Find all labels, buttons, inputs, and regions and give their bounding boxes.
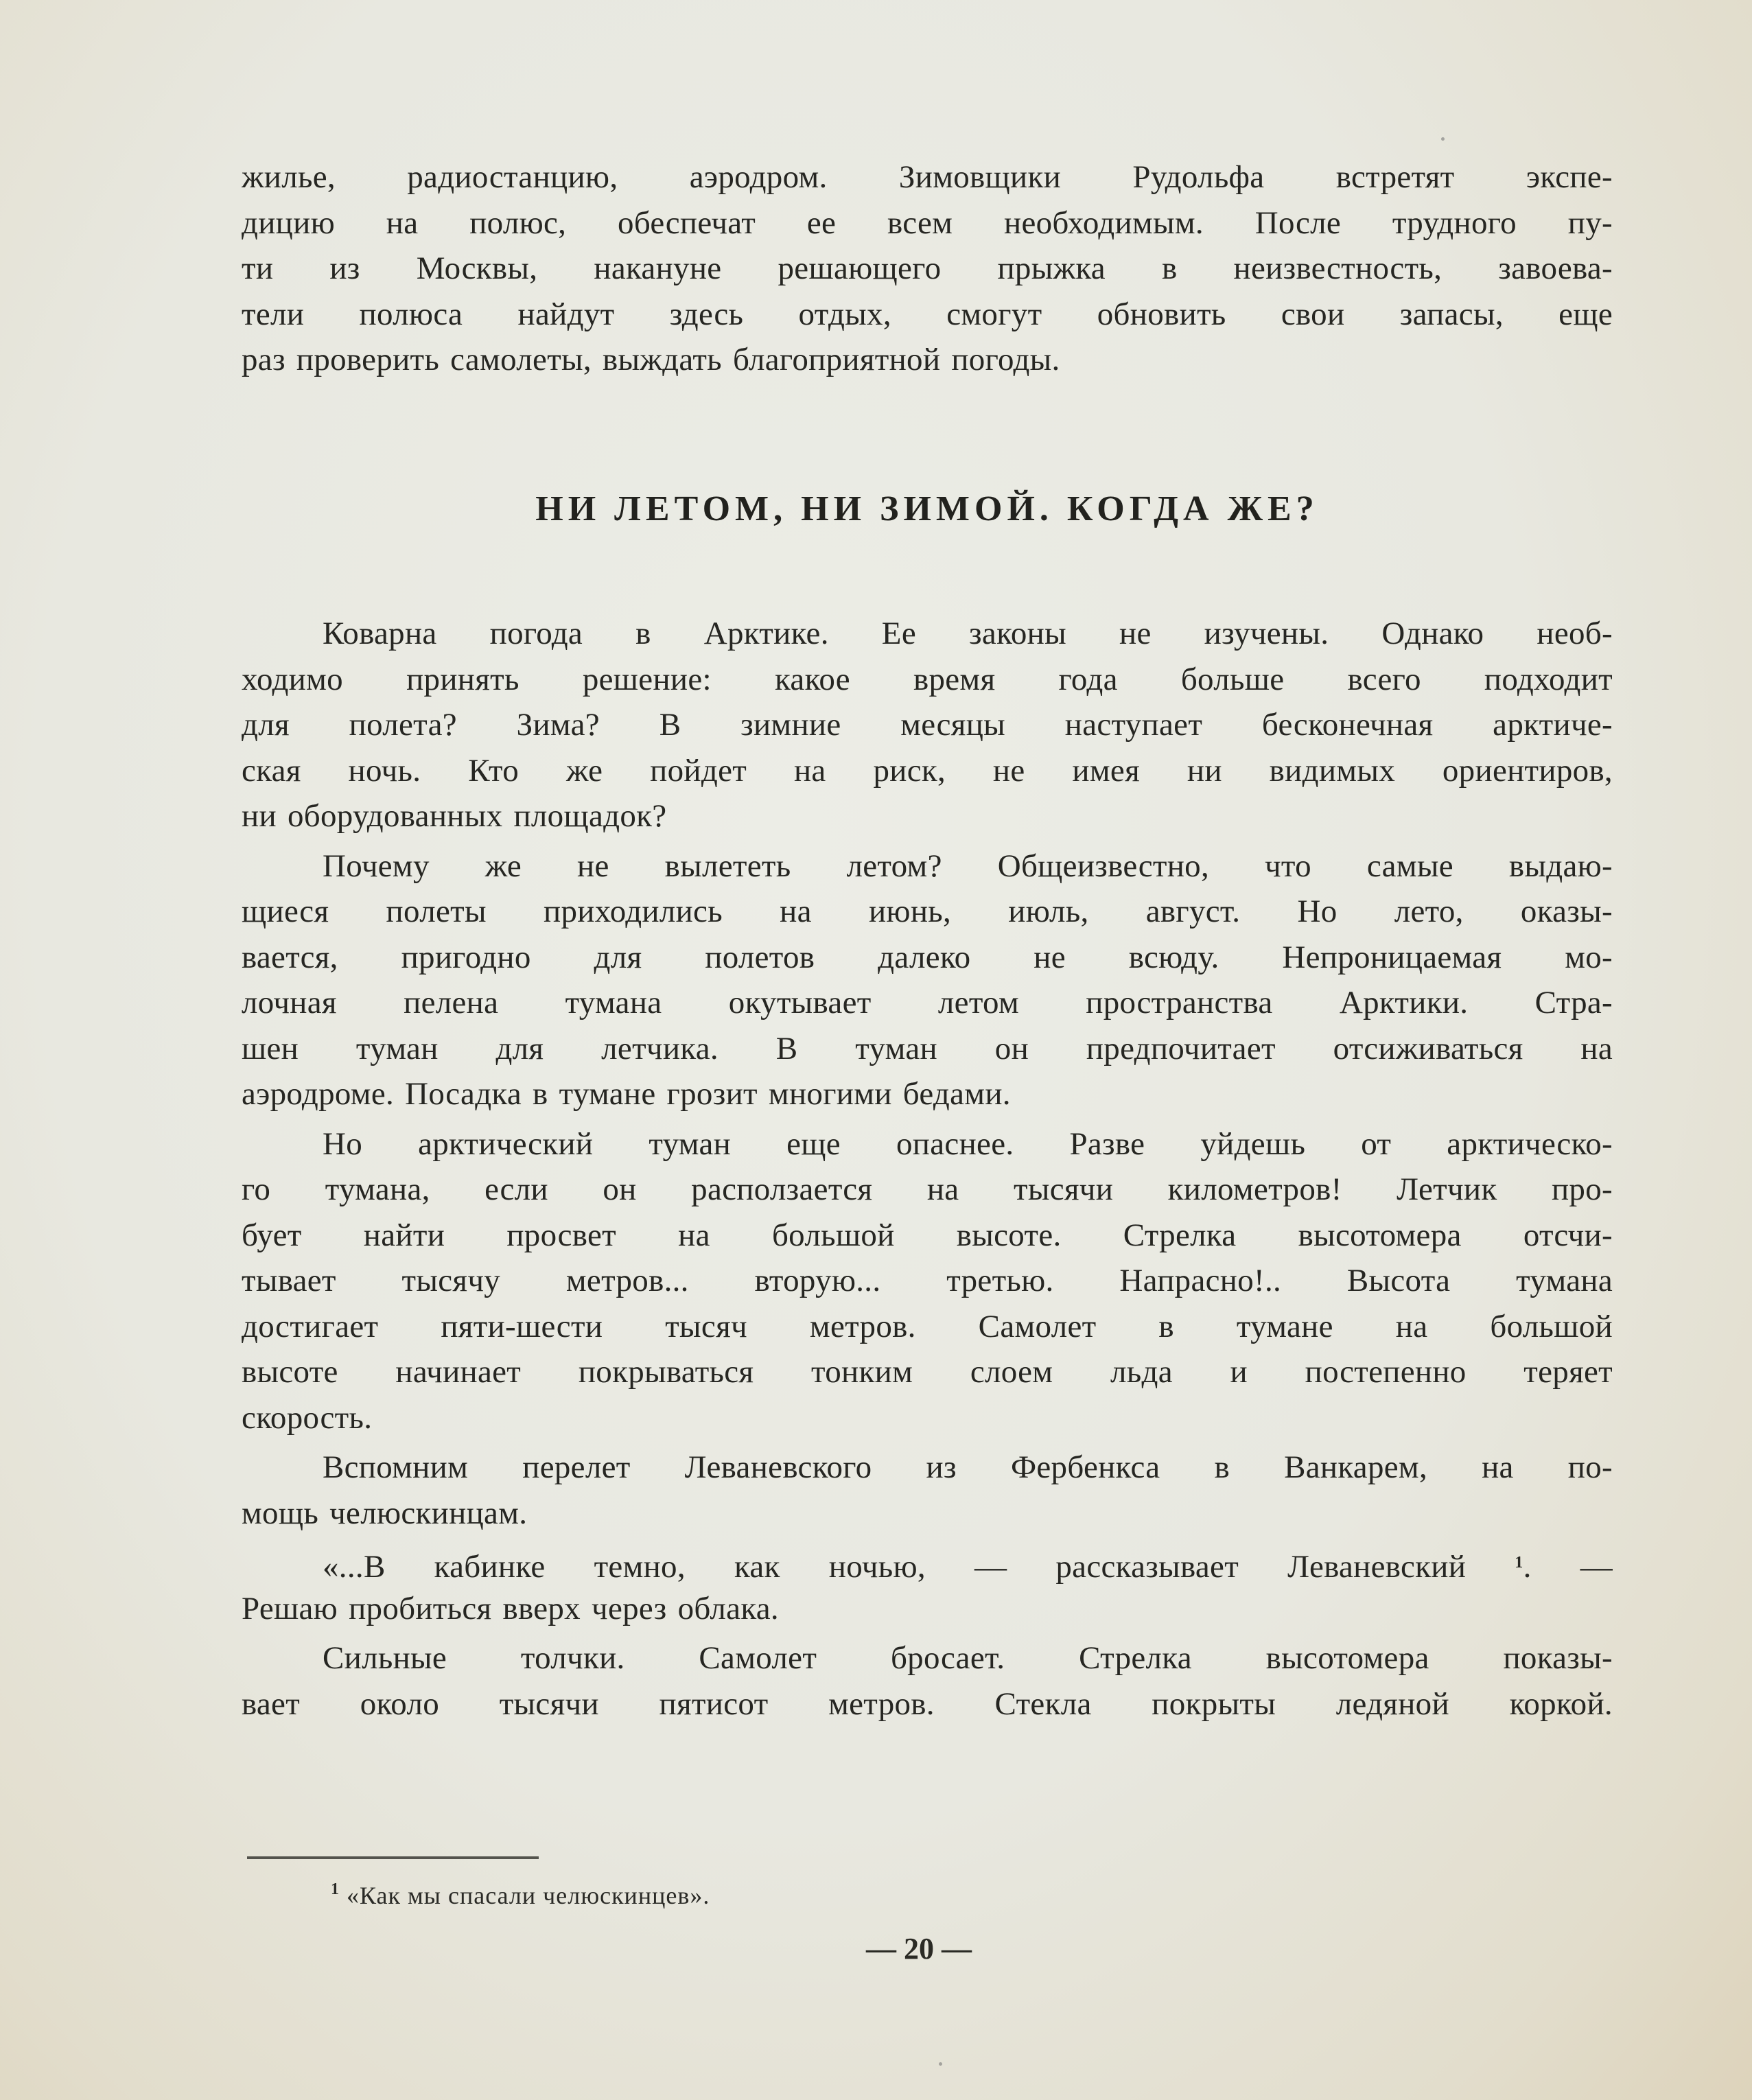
footnote-text: «Как мы спасали челюскинцев». [347,1882,710,1909]
section-heading: НИ ЛЕТОМ, НИ ЗИМОЙ. КОГДА ЖЕ? [535,489,1319,528]
footnote-divider [247,1856,539,1859]
text-line: скорость. [242,1399,373,1436]
text-line: достигает пяти-шести тысяч метров. Самолет в тумане на большой [242,1308,1613,1344]
text-line: Но арктический туман еще опаснее. Разве уйдешь от арктическо- [323,1125,1613,1162]
text-line: лочная пелена тумана окутывает летом пространства Арктики. Стра- [242,985,1613,1020]
text-line: щиеся полеты приходились на июнь, июль, август. Но лето, оказы- [242,894,1613,929]
quote-text: «...В кабинке темно, как ночью, — рассказывает Леваневский [323,1549,1467,1585]
paragraph-2 [242,843,1613,1117]
text-line: бует найти просвет на большой высоте. Стрелка высотомера отсчи- [242,1217,1613,1253]
text-line: Почему же не вылететь летом? Общеизвестно, что самые выдаю- [323,848,1613,884]
text-line: ти из Москвы, накануне решающего прыжка в неизвестность, завоева- [242,250,1613,286]
text-line: ходимо принять решение: какое время года больше всего подходит [242,661,1613,697]
paragraph-continuation [242,154,1613,383]
text-line [242,1540,1613,1586]
footnote-marker: 1 [331,1880,340,1898]
text-line: аэродроме. Посадка в тумане грозит многими бедами. [242,1076,1011,1112]
text-line: Решаю пробиться вверх через облака. [242,1590,779,1626]
paragraph-1 [242,611,1613,839]
text-line: раз проверить самолеты, выждать благоприятной погоды. [242,342,1060,377]
quote-text-end: . — [1523,1549,1613,1585]
section-body [242,611,1613,1731]
text-line: вается, пригодно для полетов далеко не всюду. Непроницаемая мо- [242,939,1613,975]
paragraph-3 [242,1121,1613,1441]
paper-speck [939,2062,942,2066]
paragraph-4 [242,1445,1613,1536]
page-number: — 20 — [866,1932,972,1965]
text-line: тывает тысячу метров... вторую... третью. Напрасно!.. Высота тумана [242,1263,1613,1298]
intro-paragraph [242,154,1613,387]
text-line: Сильные толчки. Самолет бросает. Стрелка высотомера показы- [323,1640,1613,1676]
text-line: Вспомним перелет Леваневского из Фербенкса в Ванкарем, на по- [323,1449,1613,1485]
text-line: Коварна погода в Арктике. Ее законы не изучены. Однако необ- [323,616,1613,651]
paragraph-6 [242,1635,1613,1727]
text-line: для полета? Зима? В зимние месяцы наступает бесконечная арктиче- [242,707,1613,743]
text-line: дицию на полюс, обеспечат ее всем необходимым. После трудного пу- [242,205,1613,241]
text-line: высоте начинает покрываться тонким слоем льда и постепенно теряет [242,1354,1613,1390]
text-line: вает около тысячи пятисот метров. Стекла покрыты ледяной коркой. [242,1685,1613,1722]
text-line: жилье, радиостанцию, аэродром. Зимовщики Рудольфа встретят экспе- [242,159,1613,195]
footnote-reference[interactable]: 1 [1515,1554,1523,1572]
text-line: тели полюса найдут здесь отдых, смогут обновить свои запасы, еще [242,296,1613,332]
text-line: шен туман для летчика. В туман он предпочитает отсиживаться на [242,1030,1613,1066]
paper-speck [1441,137,1445,141]
text-line: мощь челюскинцам. [242,1495,528,1531]
text-line: ни оборудованных площадок? [242,798,667,834]
footnote [331,1880,710,1910]
text-line: ская ночь. Кто же пойдет на риск, не имея ни видимых ориентиров, [242,752,1613,789]
text-line: го тумана, если он расползается на тысячи километров! Летчик про- [242,1171,1613,1207]
paragraph-5-quote [242,1540,1613,1631]
